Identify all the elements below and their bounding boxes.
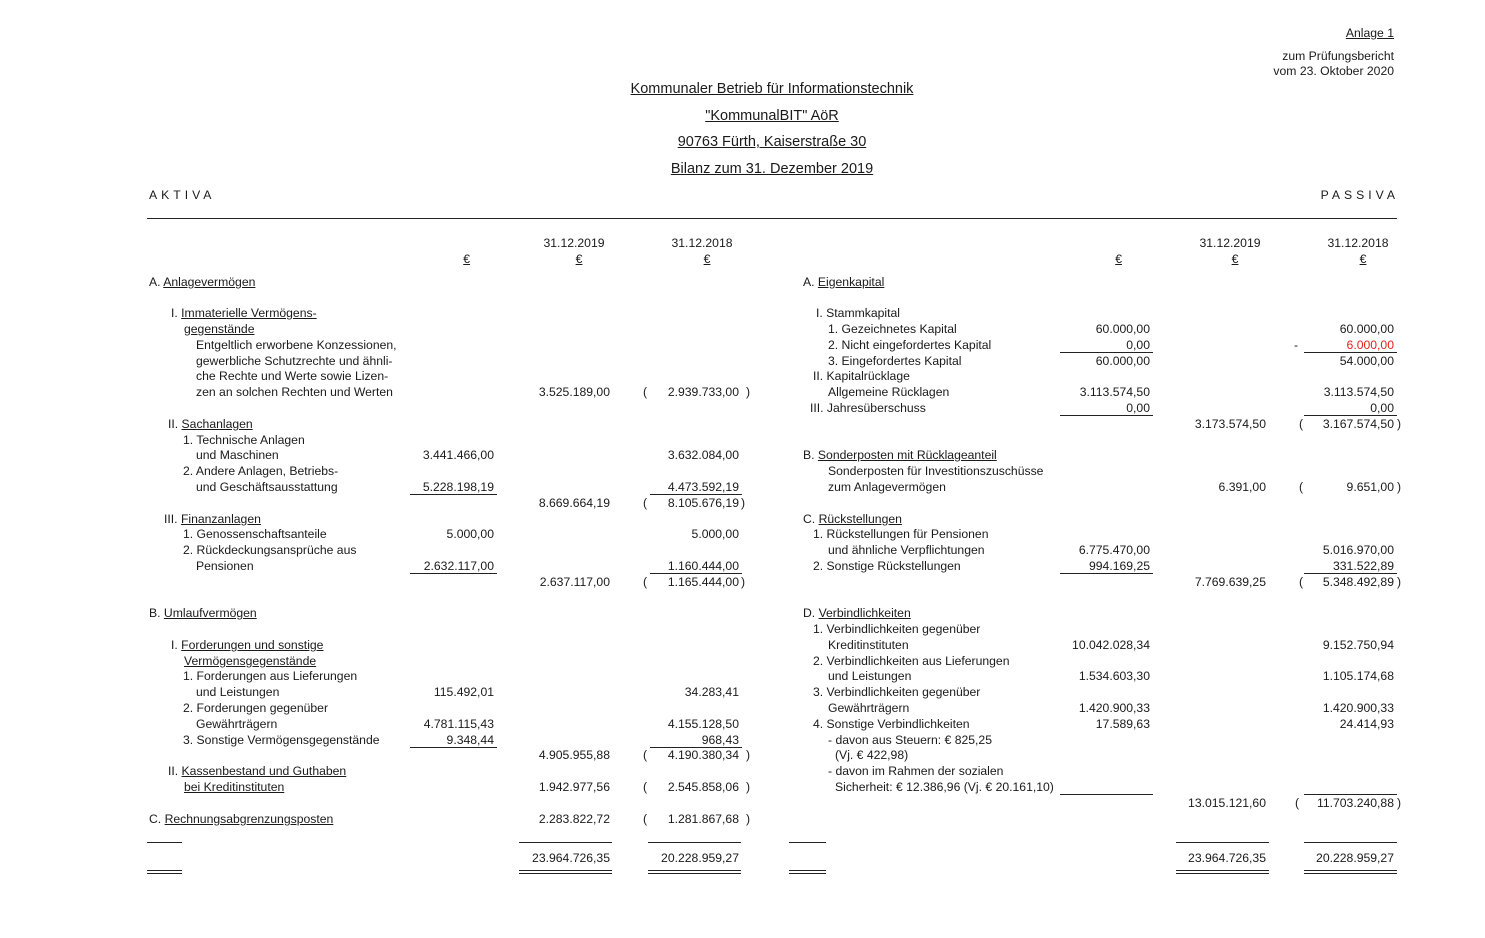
passiva-D-cur: 13.015.121,60 <box>1188 796 1266 810</box>
aktiva-AIII-2-label-2: Pensionen <box>196 559 254 573</box>
passiva-C-1-label-2: und ähnliche Verpflichtungen <box>828 543 985 557</box>
passiva-D-3-label-2: Gewährträgern <box>828 701 910 715</box>
passiva-D-2-prev: 1.105.174,68 <box>1322 669 1394 683</box>
passiva-C-2-value: 994.169,25 <box>1089 559 1150 573</box>
passiva-D-1-prev: 9.152.750,94 <box>1322 638 1394 652</box>
double-rule <box>648 873 741 874</box>
aktiva-BI-3-label: 3. Sonstige Vermögensgegenstände <box>183 733 380 747</box>
aktiva-C-cur: 2.283.822,72 <box>538 812 610 826</box>
passiva-D-heading: D. Verbindlichkeiten <box>803 606 911 620</box>
passiva-C-1-label: 1. Rückstellungen für Pensionen <box>813 527 989 541</box>
aktiva-AIII-prev: 1.165.444,00 <box>667 575 739 589</box>
paren-open: ( <box>1299 417 1304 431</box>
passiva-total-prev: 20.228.959,27 <box>1316 851 1394 865</box>
passiva-AII-value: 3.113.574,50 <box>1079 385 1150 399</box>
passiva-C-prev: 5.348.492,89 <box>1322 575 1394 589</box>
aktiva-AII-cur: 8.669.664,19 <box>538 496 610 510</box>
passiva-A-cur: 3.173.574,50 <box>1194 417 1266 431</box>
aktiva-AII-2-prev: 4.473.592,19 <box>667 480 739 494</box>
passiva-AI-2-label: 2. Nicht eingefordertes Kapital <box>828 338 992 352</box>
rule <box>1304 573 1397 574</box>
rule <box>1060 794 1153 795</box>
aktiva-AII-1-label-2: und Maschinen <box>196 448 279 462</box>
passiva-heading: PASSIVA <box>1320 188 1399 202</box>
rule <box>650 494 742 495</box>
aktiva-AIII-2-prev: 1.160.444,00 <box>667 559 739 573</box>
passiva-B-line1: Sonderposten für Investitionszuschüsse <box>828 464 1044 478</box>
paren-open: ( <box>643 575 648 589</box>
aktiva-BI-heading: I. Forderungen und sonstige <box>171 638 324 652</box>
passiva-C-1-prev: 5.016.970,00 <box>1322 543 1394 557</box>
passiva-C-cur: 7.769.639,25 <box>1194 575 1266 589</box>
passiva-AI-3-value: 60.000,00 <box>1095 354 1150 368</box>
double-rule <box>519 870 612 871</box>
paren-close: ) <box>746 780 751 794</box>
passiva-AIII-value: 0,00 <box>1126 401 1150 415</box>
annex-label: Anlage 1 <box>1345 26 1394 40</box>
passiva-D-4-note-4: Sicherheit: € 12.386,96 (Vj. € 20.161,10) <box>835 780 1054 794</box>
aktiva-AI-desc-2: gewerbliche Schutzrechte und ähnli- <box>196 354 393 368</box>
double-rule <box>789 873 826 874</box>
passiva-AI-label: I. Stammkapital <box>816 306 900 320</box>
paren-close: ) <box>746 812 751 826</box>
passiva-AI-1-value: 60.000,00 <box>1095 322 1150 336</box>
passiva-D-2-label: 2. Verbindlichkeiten aus Lieferungen <box>813 654 1010 668</box>
aktiva-BII-heading-2: bei Kreditinstituten <box>184 780 285 794</box>
rule <box>410 573 497 574</box>
doc-title-name: "KommunalBIT" AöR <box>705 108 839 124</box>
passiva-D-3-label: 3. Verbindlichkeiten gegenüber <box>813 685 981 699</box>
paren-close: ) <box>1397 480 1402 494</box>
aktiva-BI-2-label-2: Gewährträgern <box>196 717 278 731</box>
aktiva-heading: AKTIVA <box>149 188 216 202</box>
passiva-D-4-note-2: (Vj. € 422,98) <box>835 748 909 762</box>
aktiva-AIII-1-prev: 5.000,00 <box>691 527 739 541</box>
report-reference: zum Prüfungsbericht <box>1282 49 1394 63</box>
aktiva-col-prev-date: 31.12.2018 <box>671 236 733 250</box>
passiva-D-4-value: 17.589,63 <box>1095 717 1150 731</box>
passiva-col-cur-eur: € <box>1231 252 1239 266</box>
aktiva-AI-desc-1: Entgeltlich erworbene Konzessionen, <box>196 338 397 352</box>
passiva-C-2-label: 2. Sonstige Rückstellungen <box>813 559 961 573</box>
passiva-B-prev: 9.651,00 <box>1346 480 1394 494</box>
aktiva-col-cur-date: 31.12.2019 <box>543 236 605 250</box>
aktiva-AIII-2-label: 2. Rückdeckungsansprüche aus <box>183 543 357 557</box>
aktiva-AI-desc-3: che Rechte und Werte sowie Lizen- <box>196 369 389 383</box>
passiva-D-4-prev: 24.414,93 <box>1339 717 1394 731</box>
passiva-D-prev: 11.703.240,88 <box>1316 796 1394 810</box>
aktiva-AII-heading: II. Sachanlagen <box>168 417 253 431</box>
passiva-col-cur-date: 31.12.2019 <box>1199 236 1261 250</box>
paren-close: ) <box>746 748 751 762</box>
passiva-AI-3-prev: 54.000,00 <box>1339 354 1394 368</box>
passiva-D-1-label-2: Kreditinstituten <box>828 638 909 652</box>
aktiva-AIII-2-value: 2.632.117,00 <box>423 559 494 573</box>
rule <box>1304 415 1397 416</box>
rule <box>1060 352 1153 353</box>
aktiva-BII-prev: 2.545.858,06 <box>667 780 739 794</box>
passiva-C-1-value: 6.775.470,00 <box>1078 543 1150 557</box>
paren-open: ( <box>1295 796 1300 810</box>
aktiva-C-prev: 1.281.867,68 <box>667 812 739 826</box>
paren-close: ) <box>741 575 746 589</box>
passiva-AII-sub: Allgemeine Rücklagen <box>828 385 950 399</box>
aktiva-AI-prev: 2.939.733,00 <box>667 385 739 399</box>
passiva-D-2-label-2: und Leistungen <box>828 669 912 683</box>
passiva-D-3-prev: 1.420.900,33 <box>1322 701 1394 715</box>
aktiva-total-cur: 23.964.726,35 <box>532 851 610 865</box>
aktiva-AII-2-label-2: und Geschäftsausstattung <box>196 480 338 494</box>
rule <box>1060 415 1153 416</box>
double-rule <box>1304 873 1397 874</box>
passiva-col-prev-date: 31.12.2018 <box>1327 236 1389 250</box>
passiva-AIII-prev: 0,00 <box>1370 401 1394 415</box>
aktiva-BI-heading-2: Vermögensgegenstände <box>184 654 317 668</box>
passiva-B-heading: B. Sonderposten mit Rücklageanteil <box>803 448 997 462</box>
rule <box>1060 573 1153 574</box>
rule <box>410 747 497 748</box>
aktiva-AII-1-prev: 3.632.084,00 <box>667 448 739 462</box>
aktiva-C-heading: C. Rechnungsabgrenzungsposten <box>149 812 334 826</box>
paren-open: ( <box>643 748 648 762</box>
aktiva-AII-2-value: 5.228.198,19 <box>422 480 494 494</box>
passiva-A-heading: A. Eigenkapital <box>803 275 885 289</box>
passiva-total-cur: 23.964.726,35 <box>1188 851 1266 865</box>
aktiva-BII-heading: II. Kassenbestand und Guthaben <box>168 764 347 778</box>
double-rule <box>147 873 182 874</box>
paren-close: ) <box>1397 575 1402 589</box>
aktiva-BI-2-value: 4.781.115,43 <box>423 717 494 731</box>
rule <box>519 842 612 843</box>
paren-open: ( <box>643 496 648 510</box>
passiva-B-cur: 6.391,00 <box>1218 480 1266 494</box>
aktiva-AII-1-value: 3.441.466,00 <box>422 448 494 462</box>
rule <box>1304 352 1397 353</box>
double-rule <box>519 873 612 874</box>
aktiva-AIII-cur: 2.637.117,00 <box>539 575 610 589</box>
rule <box>789 842 826 843</box>
aktiva-BI-1-prev: 34.283,41 <box>684 685 739 699</box>
paren-close: ) <box>741 496 746 510</box>
aktiva-total-prev: 20.228.959,27 <box>661 851 739 865</box>
aktiva-col-cur-eur: € <box>575 252 583 266</box>
rule <box>650 573 742 574</box>
passiva-AI-2-minus-sign: - <box>1294 338 1299 352</box>
aktiva-BI-1-label-2: und Leistungen <box>196 685 280 699</box>
paren-open: ( <box>1299 480 1304 494</box>
aktiva-AIII-1-label: 1. Genossenschaftsanteile <box>183 527 327 541</box>
passiva-D-4-note-3: - davon im Rahmen der sozialen <box>828 764 1004 778</box>
aktiva-B-heading: B. Umlaufvermögen <box>149 606 257 620</box>
passiva-D-1-label: 1. Verbindlichkeiten gegenüber <box>813 622 981 636</box>
aktiva-AIII-heading: III. Finanzanlagen <box>164 512 261 526</box>
passiva-AIII-label: III. Jahresüberschuss <box>810 401 926 415</box>
aktiva-BI-cur: 4.905.955,88 <box>538 748 610 762</box>
rule <box>1304 794 1397 795</box>
paren-open: ( <box>1299 575 1304 589</box>
paren-close: ) <box>1397 417 1402 431</box>
header-rule <box>147 218 1397 219</box>
aktiva-BI-prev: 4.190.380,34 <box>667 748 739 762</box>
report-date: vom 23. Oktober 2020 <box>1273 64 1394 78</box>
aktiva-col-prev-eur: € <box>703 252 711 266</box>
rule <box>147 842 182 843</box>
aktiva-BI-3-value: 9.348,44 <box>446 733 494 747</box>
passiva-AI-1-prev: 60.000,00 <box>1339 322 1394 336</box>
rule <box>410 494 497 495</box>
aktiva-A-heading: A. Anlagevermögen <box>149 275 256 289</box>
rule <box>1176 842 1269 843</box>
passiva-B-line2: zum Anlagevermögen <box>828 480 946 494</box>
aktiva-col-eur: € <box>463 252 470 266</box>
passiva-C-2-prev: 331.522,89 <box>1333 559 1394 573</box>
rule <box>648 842 741 843</box>
aktiva-AI-cur: 3.525.189,00 <box>538 385 610 399</box>
passiva-D-2-value: 1.534.603,30 <box>1078 669 1150 683</box>
passiva-AII-prev: 3.113.574,50 <box>1323 385 1394 399</box>
passiva-D-4-note-1: - davon aus Steuern: € 825,25 <box>828 733 992 747</box>
passiva-D-1-value: 10.042.028,34 <box>1072 638 1150 652</box>
aktiva-AI-heading: I. Immaterielle Vermögens- <box>171 306 317 320</box>
paren-open: ( <box>643 812 648 826</box>
passiva-AI-2-value: 0,00 <box>1126 338 1150 352</box>
passiva-AI-3-label: 3. Eingefordertes Kapital <box>828 354 962 368</box>
aktiva-BI-1-value: 115.492,01 <box>433 685 494 699</box>
aktiva-AI-desc-4: zen an solchen Rechten und Werten <box>196 385 393 399</box>
double-rule <box>147 870 182 871</box>
double-rule <box>1304 870 1397 871</box>
paren-close: ) <box>1397 796 1402 810</box>
passiva-AI-1-label: 1. Gezeichnetes Kapital <box>828 322 957 336</box>
paren-close: ) <box>746 385 751 399</box>
aktiva-AII-2-label: 2. Andere Anlagen, Betriebs- <box>183 464 339 478</box>
double-rule <box>1176 873 1269 874</box>
doc-title-balance: Bilanz zum 31. Dezember 2019 <box>670 161 874 177</box>
double-rule <box>789 870 826 871</box>
doc-title-address: 90763 Fürth, Kaiserstraße 30 <box>677 134 867 150</box>
aktiva-BI-1-label: 1. Forderungen aus Lieferungen <box>183 669 358 683</box>
doc-title-org: Kommunaler Betrieb für Informationstechnik <box>630 81 914 97</box>
aktiva-BII-cur: 1.942.977,56 <box>538 780 610 794</box>
passiva-C-heading: C. Rückstellungen <box>803 512 902 526</box>
passiva-AII-label: II. Kapitalrücklage <box>813 369 910 383</box>
passiva-col-eur: € <box>1115 252 1122 266</box>
aktiva-AI-heading-2: gegenstände <box>184 322 255 336</box>
passiva-col-prev-eur: € <box>1359 252 1367 266</box>
paren-open: ( <box>643 385 648 399</box>
rule <box>1304 842 1397 843</box>
aktiva-AIII-1-value: 5.000,00 <box>446 527 494 541</box>
passiva-AI-2-prev: 6.000,00 <box>1346 338 1394 352</box>
double-rule <box>1176 870 1269 871</box>
aktiva-AII-prev: 8.105.676,19 <box>667 496 739 510</box>
aktiva-BI-3-prev: 968,43 <box>701 733 739 747</box>
passiva-D-4-label: 4. Sonstige Verbindlichkeiten <box>813 717 970 731</box>
passiva-A-prev: 3.167.574,50 <box>1322 417 1394 431</box>
aktiva-BI-2-label: 2. Forderungen gegenüber <box>183 701 329 715</box>
aktiva-AII-1-label: 1. Technische Anlagen <box>183 433 305 447</box>
double-rule <box>648 870 741 871</box>
paren-open: ( <box>643 780 648 794</box>
aktiva-BI-2-prev: 4.155.128,50 <box>667 717 739 731</box>
passiva-D-3-value: 1.420.900,33 <box>1078 701 1150 715</box>
